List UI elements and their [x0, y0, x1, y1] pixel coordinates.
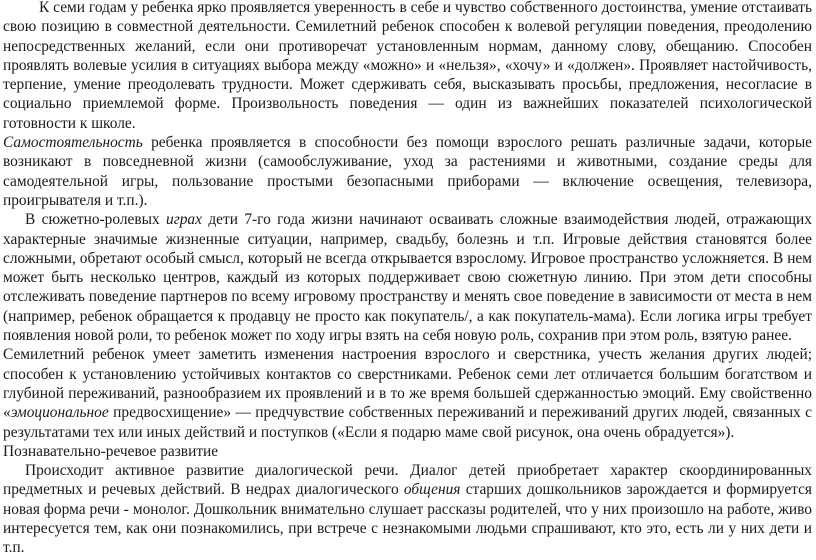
paragraph-text: ребенка проявляется в способности без помощи взрослого решать различные задачи, которые возникают в повседневной жизни (самообслуживание, уход за растениями и животными, создание среды для самодеятельной игры, пользование простыми безопасными приборами — включение освещения, телевизора, проигрывателя и т.п.).: [3, 134, 812, 209]
paragraph-emotions: [3, 345, 812, 441]
paragraph-text: предвосхищение» — предчувствие собственных переживаний и переживаний других людей, связанных с результатами тех или иных действий и поступков («Если я подарю маме свой рисунок, она очень обрадуется»).: [3, 404, 812, 441]
paragraph-text: В сюжетно-ролевых: [25, 211, 167, 229]
paragraph-self-confidence: [3, 0, 812, 133]
paragraph-independence: [3, 133, 812, 210]
paragraph-speech: [3, 461, 812, 557]
paragraph-text: Происходит активное развитие диалогической речи. Диалог детей приобретает характер скоординированных предметных и речевых действий. В недрах диалогического: [3, 462, 812, 499]
term-communication: общения: [403, 481, 461, 499]
paragraph-text: старших дошкольников зарождается и формируется новая форма речи - монолог. Дошкольник внимательно слушает рассказы родителей, что у них произошло на работе, живо интересуется тем, как они познакомились, при встрече с незнакомыми людьми спрашивают, кто это, есть ли у них дети и т.п.: [3, 481, 812, 557]
paragraph-games: [3, 210, 812, 345]
term-games: играх: [166, 211, 202, 229]
paragraph-text: К семи годам у ребенка ярко проявляется уверенность в себе и чувство собственного достоинства, умение отстаивать свою позицию в совместной деятельности. Семилетний ребенок способен к волевой регуляции поведения, преодолению непосредственных желаний, если они противоречат установленным нормам, данному слову, обещанию. Способен проявлять волевые усилия в ситуациях выбора между «можно» и «нельзя», «хочу» и «должен». Проявляет настойчивость, терпение, умение преодолевать трудности. Может сдерживать себя, высказывать просьбы, предложения, несогласие в социально приемлемой форме. Произвольность поведения — один из важнейших показателей психологической готовности к школе.: [3, 0, 812, 132]
section-heading: Познавательно-речевое развитие: [3, 442, 219, 460]
paragraph-text: дети 7-го года жизни начинают осваивать сложные взаимодействия людей, отражающих характерные значимые жизненные ситуации, например, свадьбу, болезнь и т.п. Игровые действия становятся более сложными, обретают особый смысл, который не всегда открывается взрослому. Игровое пространство усложняется. В нем может быть несколько центров, каждый из которых поддерживает свою сюжетную линию. При этом дети способны отслеживать поведение партнеров по всему игровому пространству и менять свое поведение в зависимости от места в нем (например, ребенок обращается к продавцу не просто как покупатель/, а как покупатель-мама). Если логика игры требует появления новой роли, то ребенок может по ходу игры взять на себя новую роль, сохранив при этом роль, взятую ранее.: [3, 211, 812, 345]
paragraph-text: Семилетний ребенок умеет заметить изменения настроения взрослого и сверстника, учесть желания других людей; способен к установлению устойчивых контактов со сверстниками. Ребенок семи лет отличается большим богатством и глубиной переживаний, разнообразием их проявлений и в то же время большей сдержанностью эмоций. Ему свойственно «: [3, 346, 812, 422]
term-independence: Самостоятельность: [3, 134, 143, 152]
term-emotional: эмоциональное: [10, 404, 109, 422]
